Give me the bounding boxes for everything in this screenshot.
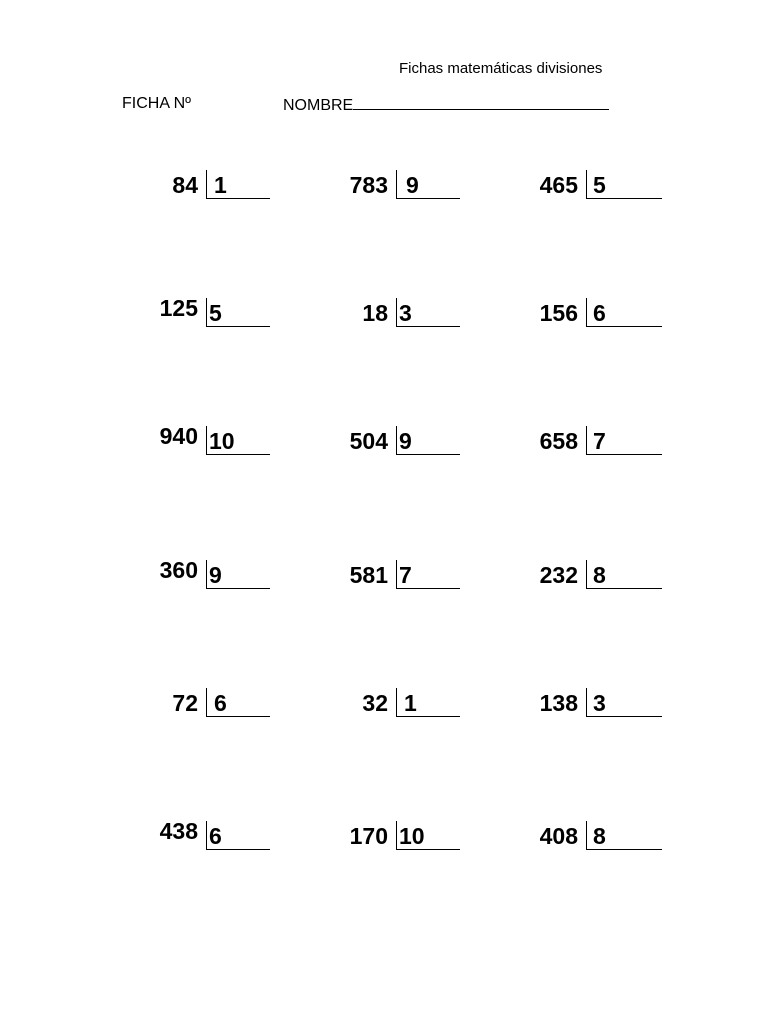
division-problem-8: [310, 426, 470, 470]
dividend: 72: [172, 690, 198, 716]
divisor: 10: [399, 823, 425, 849]
divisor: 1: [404, 690, 417, 716]
name-field: [283, 95, 609, 115]
divisor: 9: [399, 428, 412, 454]
division-problem-7: [120, 423, 280, 470]
division-problem-3: [500, 170, 660, 214]
dividend: 125: [159, 295, 198, 321]
divisor: 7: [593, 428, 606, 454]
divisor: 3: [399, 300, 412, 326]
dividend: 360: [159, 557, 198, 583]
divisor: 8: [593, 823, 606, 849]
division-problem-17: [310, 821, 470, 865]
dividend: 408: [539, 823, 578, 849]
dividend: 156: [539, 300, 578, 326]
division-problem-14: [310, 688, 470, 732]
dividend: 84: [172, 172, 198, 198]
division-problem-16: [120, 818, 280, 865]
dividend: 465: [539, 172, 578, 198]
divisor: 5: [593, 172, 606, 198]
dividend: 581: [349, 562, 388, 588]
divisor: 5: [209, 300, 222, 326]
divisor: 9: [406, 172, 419, 198]
divisor: 3: [593, 690, 606, 716]
division-problem-10: [120, 557, 280, 604]
divisor: 6: [593, 300, 606, 326]
dividend: 438: [159, 818, 198, 844]
dividend: 170: [349, 823, 388, 849]
division-problem-4: [120, 295, 280, 342]
name-line[interactable]: [353, 95, 609, 110]
divisor: 10: [209, 428, 235, 454]
name-label: NOMBRE: [283, 97, 354, 114]
division-problem-9: [500, 426, 660, 470]
dividend: 32: [362, 690, 388, 716]
division-problem-5: [310, 298, 470, 342]
dividend: 940: [159, 423, 198, 449]
dividend: 232: [539, 562, 578, 588]
division-problem-13: [120, 688, 280, 732]
divisor: 7: [399, 562, 412, 588]
division-problem-12: [500, 560, 660, 604]
division-problem-15: [500, 688, 660, 732]
dividend: 504: [349, 428, 388, 454]
ficha-number-label: FICHA Nº: [122, 95, 191, 112]
page-title: Fichas matemáticas divisiones: [399, 60, 603, 77]
division-problem-6: [500, 298, 660, 342]
divisor: 1: [214, 172, 227, 198]
division-problem-18: [500, 821, 660, 865]
divisor: 9: [209, 562, 222, 588]
division-problem-1: [120, 170, 280, 214]
divisor: 6: [209, 823, 222, 849]
dividend: 783: [349, 172, 388, 198]
divisor: 8: [593, 562, 606, 588]
divisor: 6: [214, 690, 227, 716]
division-problem-2: [310, 170, 470, 214]
dividend: 138: [539, 690, 578, 716]
dividend: 18: [362, 300, 388, 326]
division-problem-11: [310, 560, 470, 604]
dividend: 658: [539, 428, 578, 454]
